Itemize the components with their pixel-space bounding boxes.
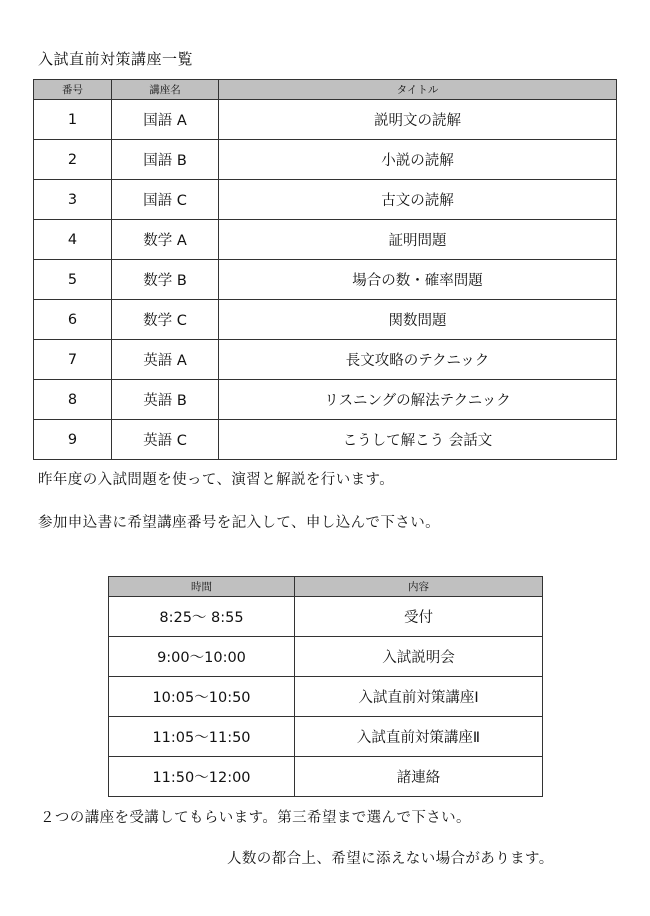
course-name: 国語 A (112, 100, 219, 140)
course-number: 5 (34, 260, 112, 300)
table-row (109, 757, 543, 797)
course-title: 関数問題 (219, 300, 617, 340)
table-row (109, 717, 543, 757)
table-row (109, 597, 543, 637)
note-exercise: 昨年度の入試問題を使って、演習と解説を行います。 (38, 472, 395, 488)
course-name: 国語 C (112, 180, 219, 220)
schedule-time: 11:05〜11:50 (109, 717, 295, 757)
course-number: 7 (34, 340, 112, 380)
course-title: リスニングの解法テクニック (219, 380, 617, 420)
courses-table (33, 79, 617, 460)
table-row (34, 300, 617, 340)
schedule-table (108, 576, 543, 797)
course-title: 長文攻略のテクニック (219, 340, 617, 380)
table-row (34, 220, 617, 260)
course-number: 8 (34, 380, 112, 420)
table-row (34, 260, 617, 300)
note-selection: ２つの講座を受講してもらいます。第三希望まで選んで下さい。 (40, 810, 471, 826)
course-name: 数学 A (112, 220, 219, 260)
course-title: 古文の読解 (219, 180, 617, 220)
schedule-content: 受付 (295, 597, 543, 637)
course-name: 数学 B (112, 260, 219, 300)
course-number: 3 (34, 180, 112, 220)
course-name: 英語 A (112, 340, 219, 380)
note-application: 参加申込書に希望講座番号を記入して、申し込んで下さい。 (38, 515, 441, 531)
course-number: 2 (34, 140, 112, 180)
course-name: 英語 B (112, 380, 219, 420)
table-row (34, 140, 617, 180)
schedule-content: 入試直前対策講座Ⅰ (295, 677, 543, 717)
course-name: 国語 B (112, 140, 219, 180)
table-row (34, 420, 617, 460)
course-title: 証明問題 (219, 220, 617, 260)
header-number: 番号 (34, 80, 112, 100)
schedule-time: 8:25〜 8:55 (109, 597, 295, 637)
schedule-header-row (109, 577, 543, 597)
schedule-content: 諸連絡 (295, 757, 543, 797)
course-title: 小説の読解 (219, 140, 617, 180)
course-number: 4 (34, 220, 112, 260)
schedule-content: 入試直前対策講座Ⅱ (295, 717, 543, 757)
header-course-name: 講座名 (112, 80, 219, 100)
header-title: タイトル (219, 80, 617, 100)
schedule-time: 11:50〜12:00 (109, 757, 295, 797)
course-title: こうして解こう 会話文 (219, 420, 617, 460)
table-row (109, 637, 543, 677)
course-title: 場合の数・確率問題 (219, 260, 617, 300)
note-capacity: 人数の都合上、希望に添えない場合があります。 (227, 851, 554, 867)
course-number: 6 (34, 300, 112, 340)
table-row (34, 380, 617, 420)
page-title: 入試直前対策講座一覧 (38, 50, 194, 68)
table-row (34, 100, 617, 140)
course-name: 英語 C (112, 420, 219, 460)
table-row (109, 677, 543, 717)
header-time: 時間 (109, 577, 295, 597)
course-title: 説明文の読解 (219, 100, 617, 140)
course-number: 1 (34, 100, 112, 140)
table-row (34, 180, 617, 220)
course-number: 9 (34, 420, 112, 460)
header-content: 内容 (295, 577, 543, 597)
table-row (34, 340, 617, 380)
course-name: 数学 C (112, 300, 219, 340)
schedule-time: 9:00〜10:00 (109, 637, 295, 677)
schedule-time: 10:05〜10:50 (109, 677, 295, 717)
schedule-content: 入試説明会 (295, 637, 543, 677)
courses-header-row (34, 80, 617, 100)
